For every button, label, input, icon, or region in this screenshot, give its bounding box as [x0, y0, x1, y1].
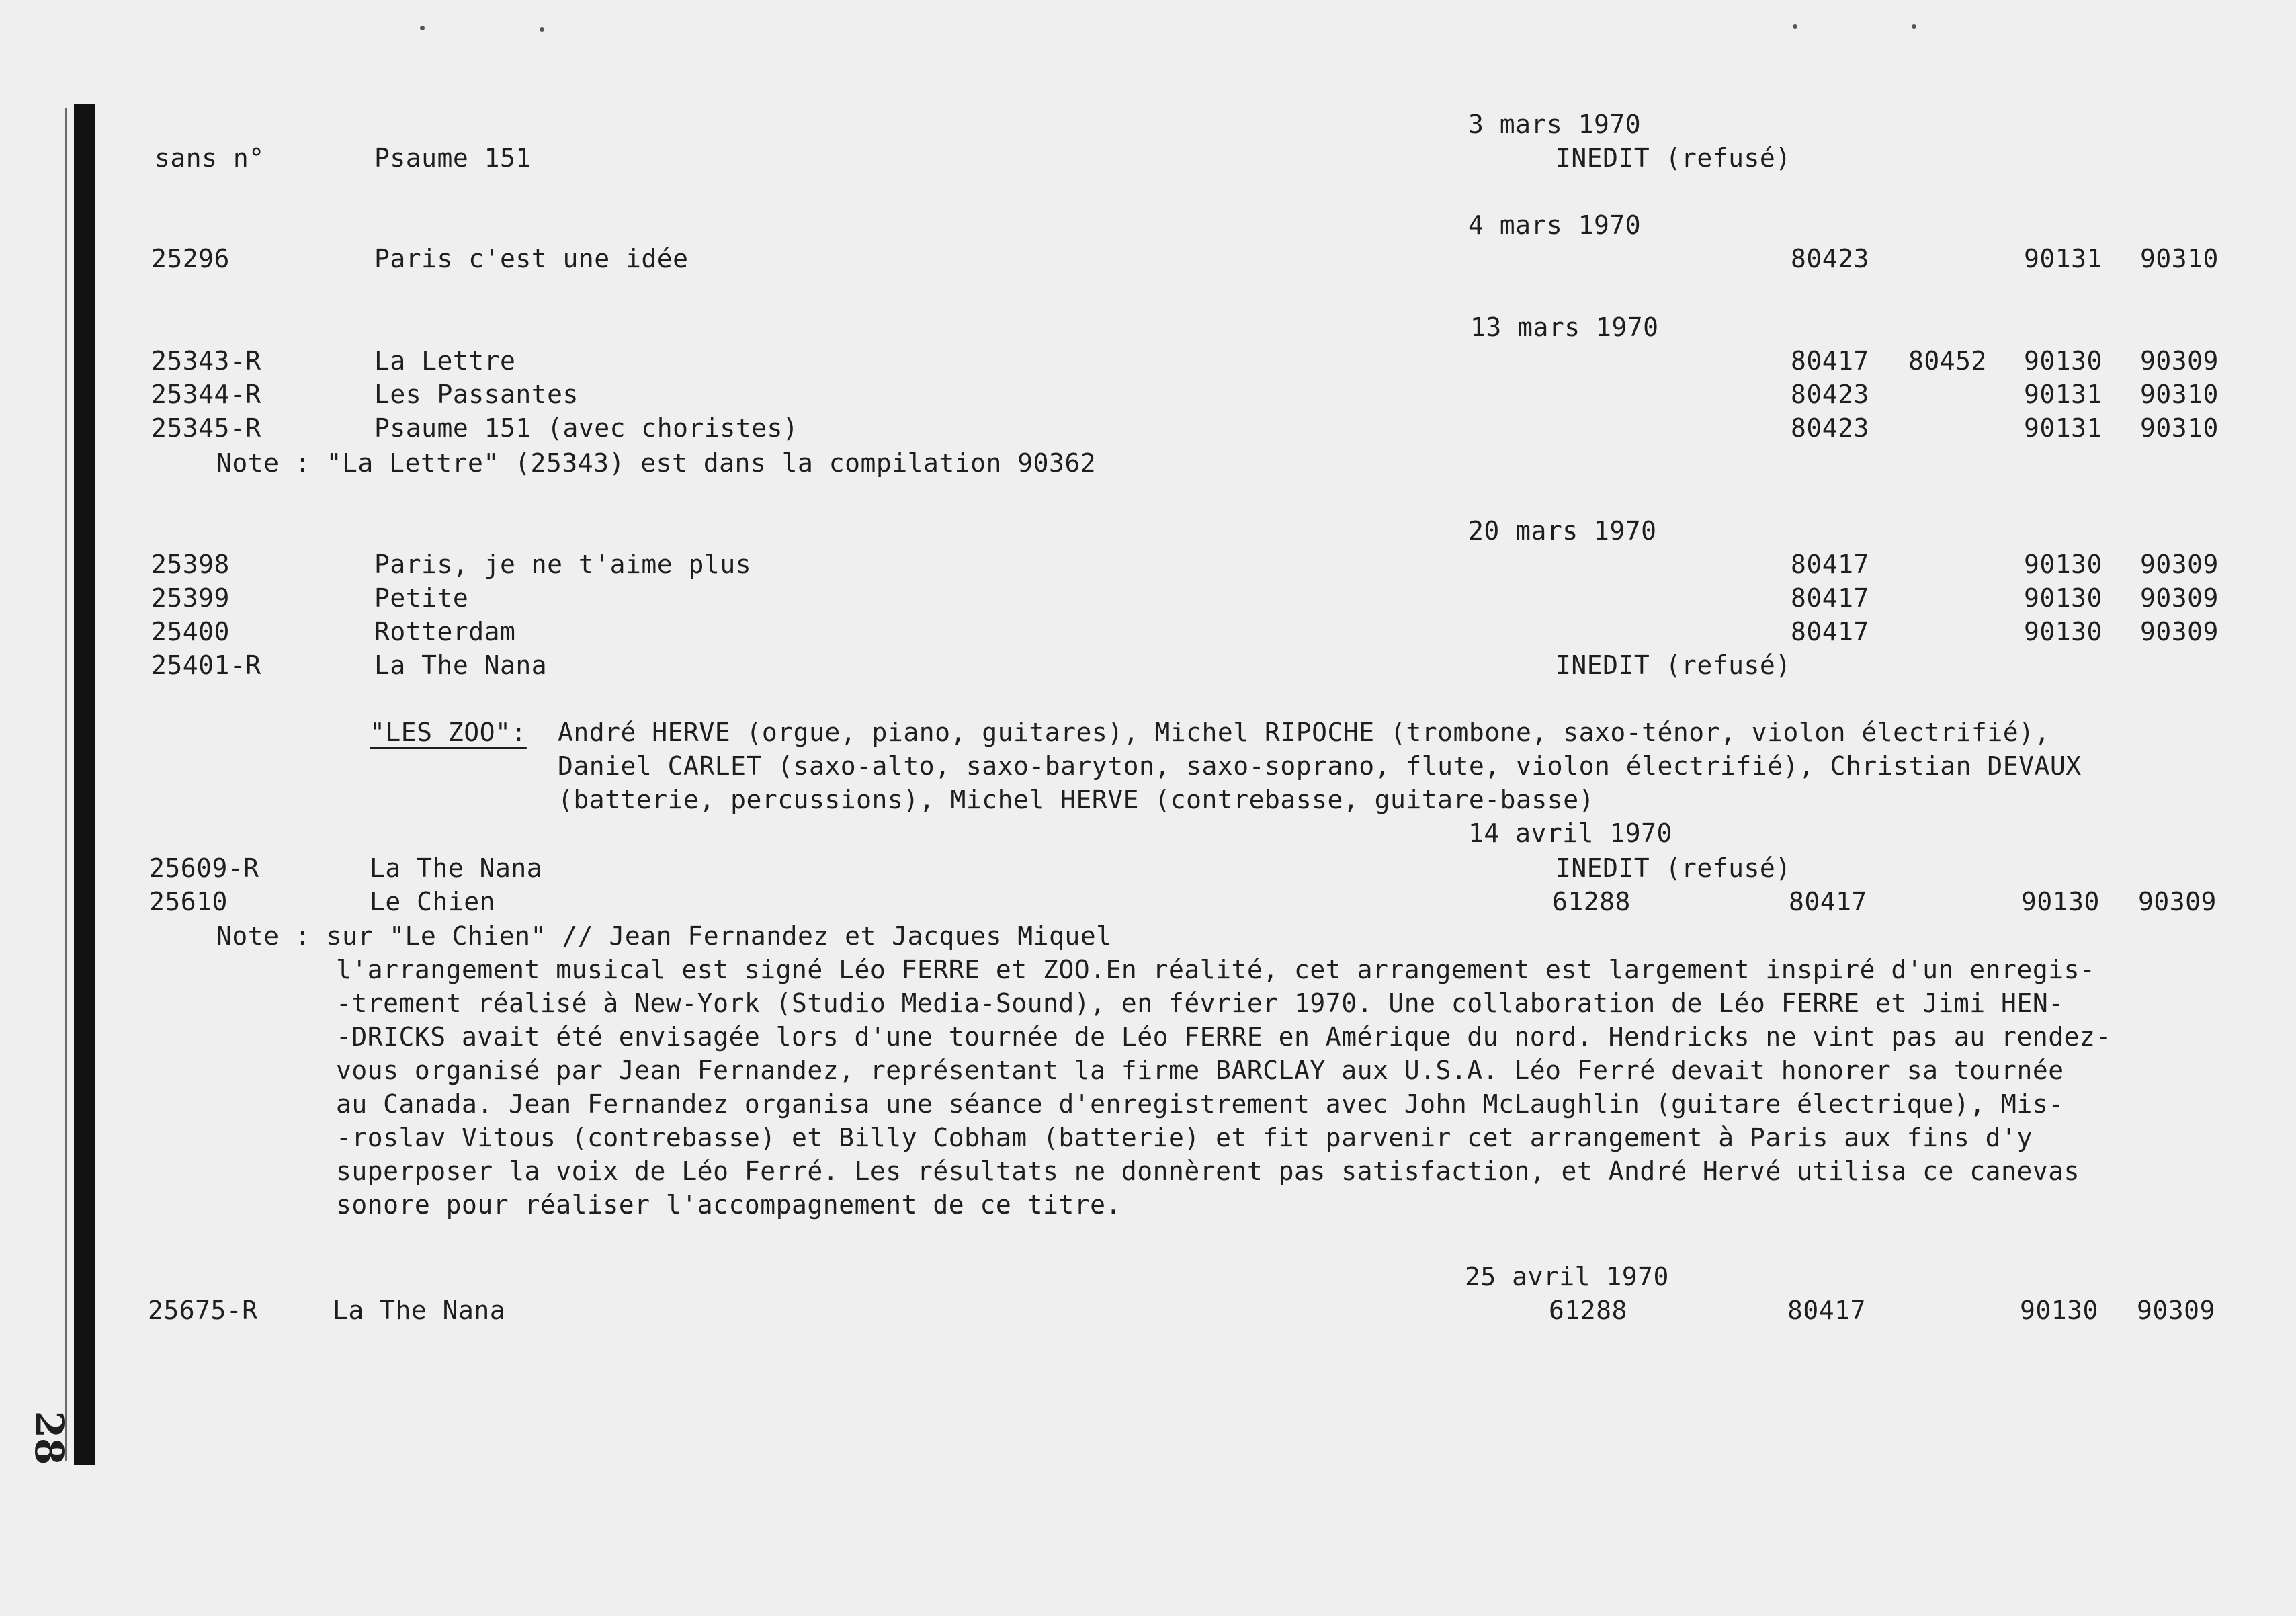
note-line: au Canada. Jean Fernandez organisa une séance d'enregistrement avec John McLaughlin (guitare électrique), Mis-	[336, 1089, 2064, 1119]
session-date: 25 avril 1970	[1465, 1262, 1669, 1291]
catalog-number: 61288	[1552, 887, 1631, 917]
track-matrix: 25399	[151, 583, 230, 613]
catalog-number: 90130	[2024, 583, 2102, 613]
session-date: 4 mars 1970	[1468, 210, 1642, 240]
catalog-number: 90309	[2138, 887, 2217, 917]
catalog-number: 90130	[2024, 617, 2102, 646]
track-title: Les Passantes	[374, 380, 579, 409]
track-title: La The Nana	[374, 650, 548, 680]
session-status: INEDIT (refusé)	[1556, 143, 1791, 173]
catalog-number: 90130	[2024, 346, 2102, 376]
binding-bar	[74, 104, 95, 1465]
note-line: -DRICKS avait été envisagée lors d'une tournée de Léo FERRE en Amérique du nord. Hendricks ne vint pas au rendez-	[336, 1022, 2111, 1052]
group-line: Daniel CARLET (saxo-alto, saxo-baryton, saxo-soprano, flute, violon électrifié), Christian DEVAUX	[558, 751, 2082, 781]
note-line: -roslav Vitous (contrebasse) et Billy Cobham (batterie) et fit parvenir cet arrangement à Paris aux fins d'y	[336, 1123, 2033, 1152]
session-date: 14 avril 1970	[1468, 818, 1672, 848]
punch-mark	[1912, 24, 1916, 29]
note-line: superposer la voix de Léo Ferré. Les résultats ne donnèrent pas satisfaction, et André Hervé utilisa ce canevas	[336, 1156, 2080, 1186]
catalog-number: 80417	[1791, 583, 1869, 613]
group-line: André HERVE (orgue, piano, guitares), Michel RIPOCHE (trombone, saxo-ténor, violon électrifié),	[558, 718, 2050, 747]
catalog-number: 90131	[2024, 413, 2102, 443]
catalog-number: 90309	[2140, 617, 2219, 646]
catalog-number: 90131	[2024, 244, 2102, 273]
session-date: 3 mars 1970	[1468, 110, 1642, 139]
binding-rule-thin	[65, 108, 67, 1461]
catalog-number: 80452	[1908, 346, 1987, 376]
track-matrix: 25401-R	[151, 650, 261, 680]
track-title: Petite	[374, 583, 469, 613]
punch-mark	[420, 26, 425, 30]
track-title: Psaume 151	[374, 143, 532, 173]
session-date: 13 mars 1970	[1470, 312, 1659, 342]
note-line: -trement réalisé à New-York (Studio Media-Sound), en février 1970. Une collaboration de Léo FERRE et Jimi HEN-	[336, 988, 2064, 1018]
track-matrix: 25296	[151, 244, 230, 273]
track-title: La The Nana	[370, 853, 543, 883]
track-matrix: 25345-R	[151, 413, 261, 443]
track-matrix: sans n°	[155, 143, 265, 173]
track-matrix: 25675-R	[148, 1295, 258, 1325]
catalog-number: 80423	[1791, 380, 1869, 409]
note-line: l'arrangement musical est signé Léo FERRE et ZOO.En réalité, cet arrangement est largement inspiré d'un enregis-	[336, 955, 2096, 984]
punch-mark	[1793, 24, 1797, 29]
session-note-head: Note : sur "Le Chien" // Jean Fernandez et Jacques Miquel	[216, 921, 1112, 951]
track-title: La Lettre	[374, 346, 516, 376]
catalog-number: 90130	[2021, 887, 2100, 917]
track-matrix: 25609-R	[149, 853, 259, 883]
catalog-number: 80417	[1791, 550, 1869, 579]
session-status: INEDIT (refusé)	[1556, 853, 1791, 883]
group-line: (batterie, percussions), Michel HERVE (contrebasse, guitare-basse)	[558, 785, 1595, 814]
note-line: vous organisé par Jean Fernandez, représentant la firme BARCLAY aux U.S.A. Léo Ferré devait honorer sa tournée	[336, 1056, 2064, 1085]
track-title: Paris, je ne t'aime plus	[374, 550, 752, 579]
catalog-number: 90309	[2140, 550, 2219, 579]
track-matrix: 25398	[151, 550, 230, 579]
catalog-number: 80417	[1791, 617, 1869, 646]
session-note: Note : "La Lettre" (25343) est dans la compilation 90362	[216, 448, 1097, 478]
punch-mark	[540, 27, 544, 32]
track-title: Le Chien	[370, 887, 496, 917]
page-number: 28	[26, 1410, 72, 1465]
session-status: INEDIT (refusé)	[1556, 650, 1791, 680]
catalog-number: 90309	[2140, 583, 2219, 613]
catalog-number: 90130	[2020, 1295, 2098, 1325]
note-line: sonore pour réaliser l'accompagnement de ce titre.	[336, 1190, 1121, 1220]
group-label: "LES ZOO":	[370, 718, 527, 747]
track-matrix: 25610	[149, 887, 228, 917]
catalog-number: 90309	[2140, 346, 2219, 376]
track-title: Rotterdam	[374, 617, 516, 646]
catalog-number: 80417	[1787, 1295, 1866, 1325]
catalog-number: 90130	[2024, 550, 2102, 579]
catalog-number: 61288	[1549, 1295, 1627, 1325]
track-matrix: 25400	[151, 617, 230, 646]
track-title: Psaume 151 (avec choristes)	[374, 413, 799, 443]
catalog-number: 90131	[2024, 380, 2102, 409]
track-matrix: 25343-R	[151, 346, 261, 376]
track-matrix: 25344-R	[151, 380, 261, 409]
catalog-number: 80417	[1791, 346, 1869, 376]
track-title: Paris c'est une idée	[374, 244, 689, 273]
catalog-number: 80417	[1789, 887, 1867, 917]
catalog-number: 90310	[2140, 244, 2219, 273]
catalog-number: 90310	[2140, 413, 2219, 443]
catalog-number: 80423	[1791, 244, 1869, 273]
track-title: La The Nana	[333, 1295, 506, 1325]
catalog-number: 90310	[2140, 380, 2219, 409]
catalog-number: 90309	[2137, 1295, 2215, 1325]
session-date: 20 mars 1970	[1468, 516, 1657, 546]
catalog-number: 80423	[1791, 413, 1869, 443]
